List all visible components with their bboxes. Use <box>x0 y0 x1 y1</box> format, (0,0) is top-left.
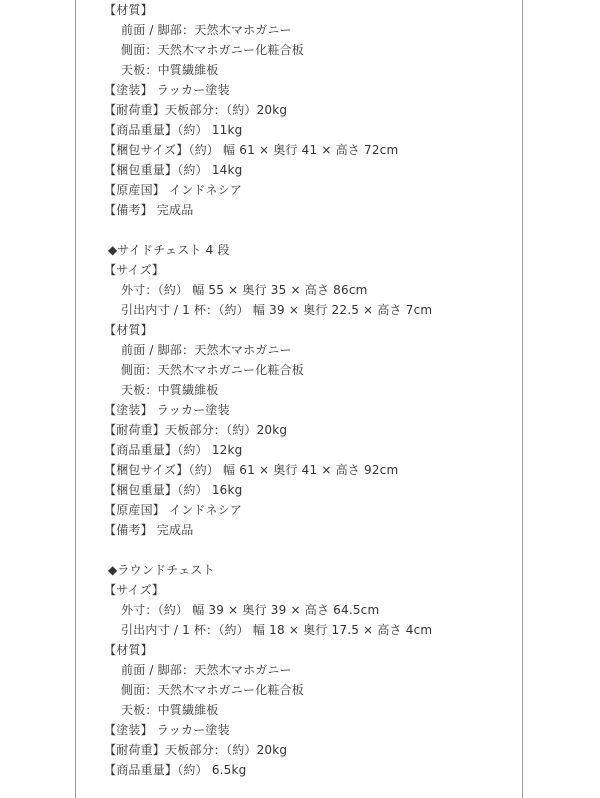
section-heading: ◆ラウンドチェスト <box>108 563 215 577</box>
spec-line: 【サイズ】 <box>104 263 165 277</box>
spec-detail-line: 天板：中質繊維板 <box>121 703 219 717</box>
spec-line: 【塗装】 ラッカー塗装 <box>104 723 230 737</box>
spec-line: 【商品重量】（約） 6.5kg <box>104 763 247 777</box>
spec-detail-line: 側面：天然木マホガニー化粧合板 <box>121 43 305 57</box>
spec-line: 【梱包重量】（約） 14kg <box>104 163 243 177</box>
spec-line: 【塗装】 ラッカー塗装 <box>104 403 230 417</box>
spec-line: 【商品重量】（約） 11kg <box>104 123 243 137</box>
spec-line: 【梱包サイズ】（約） 幅 61 × 奥行 41 × 高さ 92cm <box>104 463 399 477</box>
spec-line: 【原産国】 インドネシア <box>104 183 243 197</box>
spec-detail-line: 前面 / 脚部：天然木マホガニー <box>121 343 292 357</box>
spec-line: 【耐荷重】天板部分：（約）20kg <box>104 423 288 437</box>
spec-detail-line: 前面 / 脚部：天然木マホガニー <box>121 663 292 677</box>
spec-line: 【材質】 <box>104 643 153 657</box>
spacer <box>104 220 514 240</box>
spec-detail-line: 側面：天然木マホガニー化粧合板 <box>121 363 305 377</box>
spec-detail-line: 外寸：（約） 幅 55 × 奥行 35 × 高さ 86cm <box>121 283 368 297</box>
spec-detail-line: 天板：中質繊維板 <box>121 383 219 397</box>
spec-list <box>104 0 514 780</box>
spec-detail-line: 引出内寸 / 1 杯：（約） 幅 18 × 奥行 17.5 × 高さ 4cm <box>121 623 433 637</box>
spec-detail-line: 天板：中質繊維板 <box>121 63 219 77</box>
spec-line: 【梱包重量】（約） 16kg <box>104 483 243 497</box>
spec-line: 【塗装】 ラッカー塗装 <box>104 83 230 97</box>
spec-line: 【商品重量】（約） 12kg <box>104 443 243 457</box>
spec-line: 【サイズ】 <box>104 583 165 597</box>
section-heading: ◆サイドチェスト 4 段 <box>108 243 230 257</box>
spec-detail-line: 外寸：（約） 幅 39 × 奥行 39 × 高さ 64.5cm <box>121 603 380 617</box>
spacer <box>104 540 514 560</box>
spec-line: 【備考】 完成品 <box>104 523 194 537</box>
spec-line: 【備考】 完成品 <box>104 203 194 217</box>
spec-detail-line: 前面 / 脚部：天然木マホガニー <box>121 23 292 37</box>
spec-line: 【材質】 <box>104 323 153 337</box>
spec-line: 【梱包サイズ】（約） 幅 61 × 奥行 41 × 高さ 72cm <box>104 143 399 157</box>
spec-line: 【耐荷重】天板部分：（約）20kg <box>104 103 288 117</box>
spec-detail-line: 引出内寸 / 1 杯：（約） 幅 39 × 奥行 22.5 × 高さ 7cm <box>121 303 433 317</box>
spec-line: 【耐荷重】天板部分：（約）20kg <box>104 743 288 757</box>
spec-detail-line: 側面：天然木マホガニー化粧合板 <box>121 683 305 697</box>
spec-line: 【材質】 <box>104 3 153 17</box>
spec-line: 【原産国】 インドネシア <box>104 503 243 517</box>
